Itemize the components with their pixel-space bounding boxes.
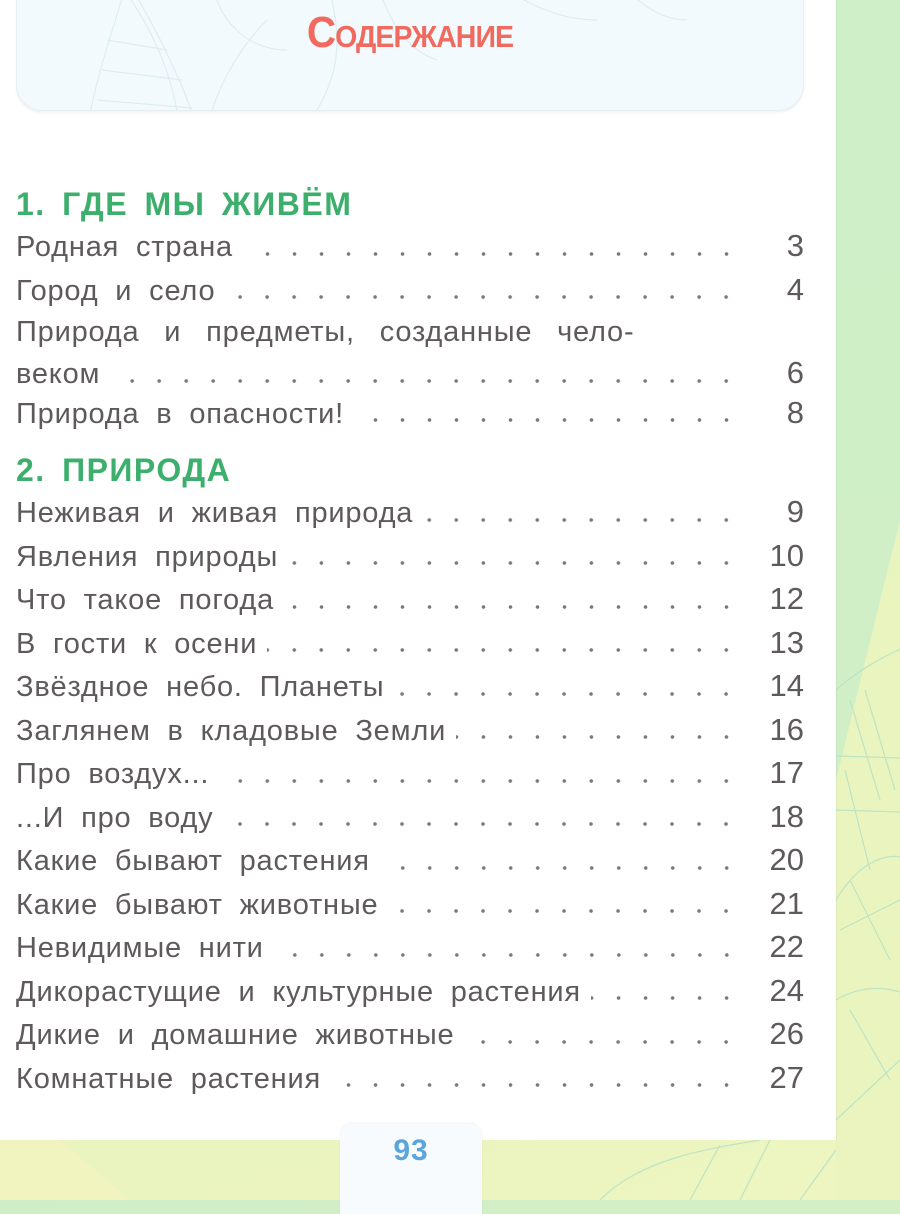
toc-entry[interactable] — [16, 882, 804, 926]
toc-entry[interactable] — [16, 268, 804, 312]
page-number: 93 — [393, 1134, 429, 1167]
entry-title: Родная страна — [16, 231, 233, 263]
dot-leader — [394, 691, 740, 697]
entry-title-line-1: Природа и предметы, созданные чело- — [16, 316, 635, 348]
dot-leader — [225, 294, 740, 300]
section-heading-1: 1. ГДЕ МЫ ЖИВЁМ — [16, 186, 353, 222]
entry-title: Дикорастущие и культурные растения — [16, 975, 581, 1008]
entry-page-number: 8 — [786, 394, 804, 430]
entry-page-number: 27 — [769, 1059, 804, 1095]
entry-page-number: 12 — [769, 581, 804, 616]
entry-title: Что такое погода — [16, 584, 274, 616]
dot-leader — [464, 1039, 740, 1045]
entry-title: Природа в опасности! — [16, 397, 345, 430]
section-heading-2: 2. ПРИРОДА — [16, 452, 232, 488]
dot-leader — [456, 734, 740, 740]
dot-leader — [331, 1082, 740, 1088]
toc-entry[interactable] — [16, 838, 804, 882]
entry-page-number: 26 — [769, 1016, 804, 1051]
dot-leader — [388, 908, 740, 914]
entry-page-number: 21 — [769, 885, 804, 921]
toc-entry[interactable] — [16, 969, 804, 1013]
entry-title: Звёздное небо. Планеты — [16, 671, 385, 703]
toc-entry[interactable] — [16, 708, 804, 752]
dot-leader — [223, 821, 740, 827]
dot-leader — [284, 604, 740, 610]
entry-page-number: 6 — [786, 354, 804, 390]
toc-entry[interactable] — [16, 534, 804, 578]
page-number-tab — [340, 1124, 482, 1214]
title-banner — [16, 0, 804, 111]
toc-entry[interactable] — [16, 1012, 804, 1056]
entry-title: Комнатные растения — [16, 1062, 321, 1095]
entry-title: Про воздух... — [16, 758, 210, 790]
dot-leader — [267, 647, 740, 653]
entry-page-number: 17 — [769, 755, 804, 790]
dot-leader — [380, 865, 740, 871]
toc-entry[interactable] — [16, 577, 804, 621]
entry-title-line-2: веком — [16, 357, 101, 390]
entry-title: Невидимые нити — [16, 932, 264, 964]
toc-entry[interactable] — [16, 925, 804, 969]
dot-leader — [274, 952, 740, 958]
dot-leader — [288, 560, 740, 566]
table-of-contents — [16, 184, 804, 1099]
page-title: Содержание — [306, 8, 514, 57]
dot-leader — [423, 517, 740, 523]
dot-leader — [354, 417, 740, 423]
entry-title: В гости к осени — [16, 627, 258, 660]
entry-page-number: 4 — [786, 271, 804, 307]
entry-page-number: 10 — [769, 537, 804, 573]
entry-page-number: 18 — [769, 798, 804, 834]
toc-entry[interactable] — [16, 490, 804, 534]
entry-page-number: 20 — [769, 842, 804, 877]
entry-page-number: 16 — [769, 711, 804, 747]
toc-entry[interactable] — [16, 224, 804, 268]
entry-page-number: 9 — [786, 494, 804, 529]
toc-entry[interactable] — [16, 621, 804, 665]
entry-title: Какие бывают животные — [16, 888, 379, 921]
entry-title: Дикие и домашние животные — [16, 1019, 455, 1051]
dot-leader — [219, 778, 740, 784]
entry-page-number: 14 — [769, 668, 804, 703]
dot-leader — [243, 251, 740, 257]
toc-entry[interactable] — [16, 795, 804, 839]
toc-entry[interactable] — [16, 664, 804, 708]
entry-page-number: 22 — [769, 929, 804, 964]
toc-entry[interactable] — [16, 1056, 804, 1100]
entry-title: Заглянем в кладовые Земли — [16, 714, 447, 747]
entry-title: Неживая и живая природа — [16, 497, 414, 529]
entry-page-number: 13 — [769, 624, 804, 660]
toc-entry[interactable] — [16, 311, 804, 391]
entry-page-number: 3 — [786, 228, 804, 263]
entry-title: ...И про воду — [16, 801, 214, 834]
dot-leader — [110, 378, 740, 384]
entry-page-number: 24 — [769, 972, 804, 1008]
toc-entry[interactable] — [16, 391, 804, 435]
toc-entry[interactable] — [16, 751, 804, 795]
dot-leader — [591, 995, 740, 1001]
entry-title: Какие бывают растения — [16, 845, 370, 877]
entry-title: Явления природы — [16, 540, 279, 573]
entry-title: Город и село — [16, 274, 216, 307]
